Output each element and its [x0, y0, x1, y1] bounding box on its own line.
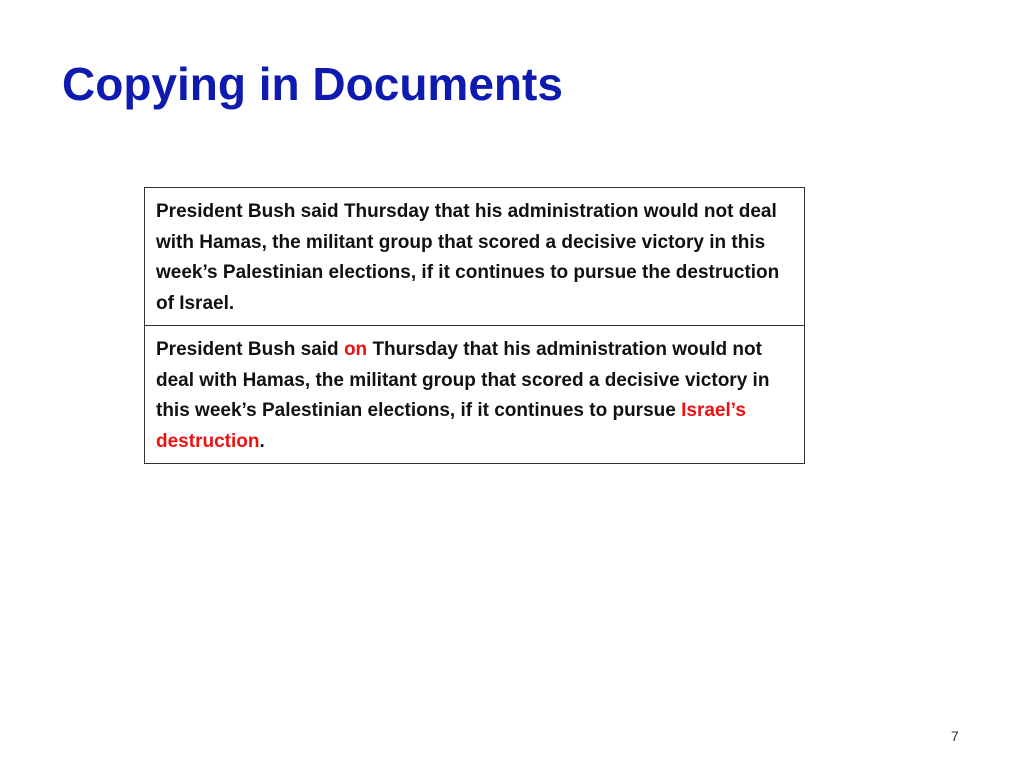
- slide-title: Copying in Documents: [62, 58, 563, 110]
- reordered-phrase-highlight: Israel’s destruction: [156, 400, 746, 452]
- copied-sentence-cell: [145, 325, 804, 463]
- original-sentence-cell: [145, 188, 804, 325]
- copied-sentence-part-3: .: [259, 430, 265, 452]
- original-sentence-text: President Bush said Thursday that his administration would not deal with Hamas, the militant group that scored a decisive victory in this week’s Palestinian elections, if it continues to pursue the destruction of Israel.: [156, 201, 780, 314]
- copied-sentence-part-1: President Bush said: [156, 339, 344, 360]
- page-number: 7: [951, 728, 959, 744]
- inserted-word-highlight: on: [343, 339, 368, 360]
- comparison-table: [144, 187, 805, 464]
- copied-sentence-part-2: Thursday that his administration would not deal with Hamas, the militant group that scored a decisive victory in this week’s Palestinian elections, if it continues to pursue: [156, 339, 770, 421]
